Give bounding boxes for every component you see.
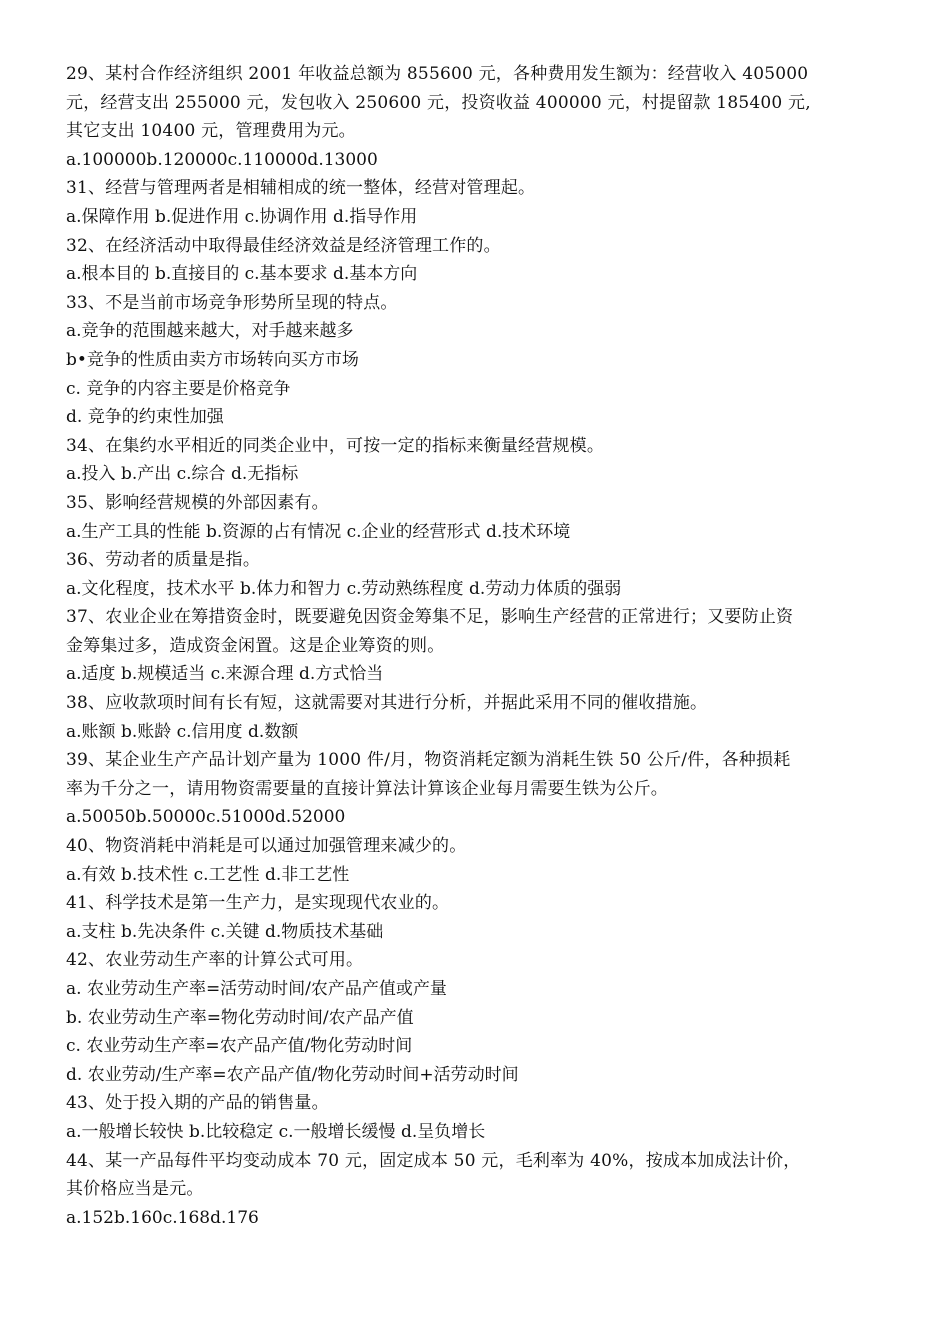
question-text-line: 38、应收款项时间有长有短，这就需要对其进行分析，并据此采用不同的催收措施。	[66, 693, 708, 714]
answer-options-line: a.50050b.50000c.51000d.52000	[66, 807, 346, 828]
question-text-line: 36、劳动者的质量是指。	[66, 550, 261, 571]
answer-options-line: a.根本目的 b.直接目的 c.基本要求 d.基本方向	[66, 264, 418, 285]
answer-options-line: c. 竞争的内容主要是价格竞争	[66, 378, 291, 399]
answer-options-line: a.竞争的范围越来越大，对手越来越多	[66, 321, 354, 342]
question-text-line: 33、不是当前市场竞争形势所呈现的特点。	[66, 292, 398, 313]
question-text-line: 35、影响经营规模的外部因素有。	[66, 492, 329, 513]
answer-options-line: b•竞争的性质由卖方市场转向买方市场	[66, 349, 359, 370]
answer-options-line: c. 农业劳动生产率=农产品产值/物化劳动时间	[66, 1036, 413, 1057]
question-text-line: 39、某企业生产产品计划产量为 1000 件/月，物资消耗定额为消耗生铁 50 公斤/件，各种损耗	[66, 750, 791, 771]
answer-options-line: b. 农业劳动生产率=物化劳动时间/农产品产值	[66, 1007, 414, 1028]
question-text-line: 元，经营支出 255000 元，发包收入 250600 元，投资收益 400000 元，村提留款 185400 元,	[66, 92, 811, 113]
question-text-line: 44、某一产品每件平均变动成本 70 元，固定成本 50 元，毛利率为 40%，按成本加成法计价，	[66, 1150, 801, 1171]
question-text-line: 31、经营与管理两者是相辅相成的统一整体，经营对管理起。	[66, 178, 536, 199]
answer-options-line: a.生产工具的性能 b.资源的占有情况 c.企业的经营形式 d.技术环境	[66, 521, 571, 542]
answer-options-line: a.一般增长较快 b.比较稳定 c.一般增长缓慢 d.呈负增长	[66, 1121, 486, 1142]
document-page	[66, 60, 882, 1232]
question-text-line: 其价格应当是元。	[66, 1179, 204, 1200]
answer-options-line: a.有效 b.技术性 c.工艺性 d.非工艺性	[66, 864, 350, 885]
answer-options-line: a.152b.160c.168d.176	[66, 1207, 259, 1228]
answer-options-line: a.适度 b.规模适当 c.来源合理 d.方式恰当	[66, 664, 384, 685]
question-text-line: 金筹集过多，造成资金闲置。这是企业筹资的则。	[66, 635, 445, 656]
question-text-line: 40、物资消耗中消耗是可以通过加强管理来减少的。	[66, 836, 467, 857]
answer-options-line: a.支柱 b.先决条件 c.关键 d.物质技术基础	[66, 921, 384, 942]
question-text-line: 率为千分之一，请用物资需要量的直接计算法计算该企业每月需要生铁为公斤。	[66, 778, 668, 799]
answer-options-line: a.100000b.120000c.110000d.13000	[66, 149, 378, 170]
question-text-line: 37、农业企业在筹措资金时，既要避免因资金筹集不足，影响生产经营的正常进行；又要防止资	[66, 607, 794, 628]
answer-options-line: a.账额 b.账龄 c.信用度 d.数额	[66, 721, 299, 742]
question-text-line: 其它支出 10400 元，管理费用为元。	[66, 121, 356, 142]
question-text-line: 29、某村合作经济组织 2001 年收益总额为 855600 元，各种费用发生额为：经营收入 405000	[66, 64, 809, 84]
question-text-line: 34、在集约水平相近的同类企业中，可按一定的指标来衡量经营规模。	[66, 435, 605, 456]
question-text-line: 42、农业劳动生产率的计算公式可用。	[66, 950, 364, 971]
question-text-line: 32、在经济活动中取得最佳经济效益是经济管理工作的。	[66, 235, 501, 256]
answer-options-line: a. 农业劳动生产率=活劳动时间/农产品产值或产量	[66, 979, 447, 999]
answer-options-line: d. 农业劳动/生产率=农产品产值/物化劳动时间+活劳动时间	[66, 1064, 519, 1085]
answer-options-line: a.保障作用 b.促进作用 c.协调作用 d.指导作用	[66, 206, 418, 227]
answer-options-line: a.文化程度，技术水平 b.体力和智力 c.劳动熟练程度 d.劳动力体质的强弱	[66, 578, 622, 599]
question-text-line: 41、科学技术是第一生产力，是实现现代农业的。	[66, 893, 450, 914]
answer-options-line: a.投入 b.产出 c.综合 d.无指标	[66, 464, 299, 485]
question-text-line: 43、处于投入期的产品的销售量。	[66, 1093, 329, 1114]
answer-options-line: d. 竞争的约束性加强	[66, 407, 224, 428]
